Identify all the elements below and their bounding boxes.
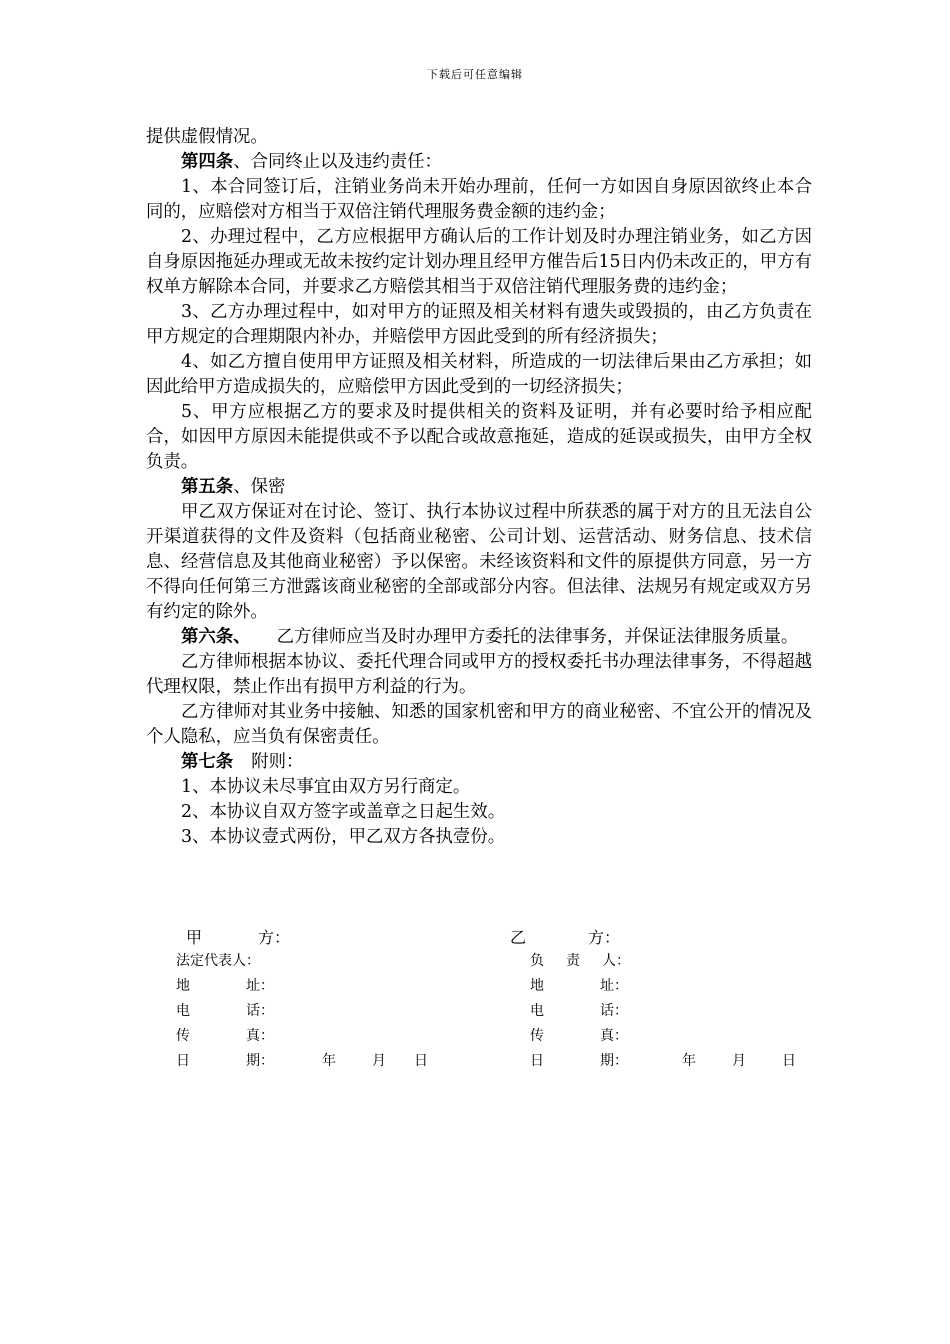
- party-a-phone-label-2: 话：: [246, 1003, 274, 1019]
- party-b-phone-label-2: 话：: [600, 1003, 628, 1019]
- party-a-fax-label-1: 传: [176, 1028, 190, 1044]
- party-b-responsible-label-3: 人：: [602, 953, 630, 969]
- party-a-fax-label-2: 真：: [246, 1028, 274, 1044]
- article-5-heading: [146, 475, 812, 500]
- party-b-date-label-2: 期：: [600, 1053, 628, 1069]
- clause-6-2: 乙方律师对其业务中接触、知悉的国家机密和甲方的商业秘密、不宜公开的情况及个人隐私，应当负有保密责任。: [146, 702, 812, 747]
- article-4-heading: [146, 150, 812, 175]
- clause-7-2: 2、本协议自双方签字或盖章之日起生效。: [181, 802, 506, 822]
- party-a-date-label-1: 日: [176, 1053, 190, 1069]
- article-5-title: 第五条: [181, 477, 234, 497]
- clause-4-4: 4、如乙方擅自使用甲方证照及相关材料，所造成的一切法律后果由乙方承担；如因此给甲方造成损失的，应赔偿甲方因此受到的一切经济损失；: [146, 352, 812, 397]
- party-b-responsible-label-2: 责: [566, 953, 580, 969]
- article-4-subtitle: 、合同终止以及违约责任：: [233, 152, 442, 172]
- party-b-label-2: 方：: [588, 928, 621, 947]
- party-b-address-label-1: 地: [530, 978, 544, 994]
- clause-4-1: 1、本合同签订后，注销业务尚未开始办理前，任何一方如因自身原因欲终止本合同的，应赔偿对方相当于双倍注销代理服务费金额的违约金；: [146, 177, 812, 222]
- party-a-label-2: 方：: [258, 928, 291, 947]
- party-b-date-month: 月: [732, 1053, 746, 1069]
- party-b-phone-label-1: 电: [530, 1003, 544, 1019]
- party-a-label-1: 甲: [186, 928, 203, 947]
- article-7-subtitle: 附则：: [251, 752, 304, 772]
- article-4-title: 第四条: [181, 152, 234, 172]
- clause-6-1: 乙方律师根据本协议、委托代理合同或甲方的授权委托书办理法律事务，不得超越代理权限，禁止作出有损甲方利益的行为。: [146, 652, 812, 697]
- clause-4-3: 3、乙方办理过程中，如对甲方的证照及相关材料有遗失或毁损的，由乙方负责在甲方规定的合理期限内补办，并赔偿甲方因此受到的所有经济损失；: [146, 302, 812, 347]
- party-b-responsible-label-1: 负: [530, 953, 544, 969]
- party-b-date-year: 年: [682, 1053, 696, 1069]
- clause-5-1: 甲乙双方保证对在讨论、签订、执行本协议过程中所获悉的属于对方的且无法自公开渠道获得的文件及资料（包括商业秘密、公司计划、运营活动、财务信息、技术信息、经营信息及其他商业秘密）予以保密。未经该资料和文件的原提供方同意，另一方不得向任何第三方泄露该商业秘密的全部或部分内容。但法律、法规另有规定或双方另有约定的除外。: [146, 502, 812, 622]
- page-header-note: 下载后可任意编辑: [427, 68, 523, 81]
- party-b-fax-label-1: 传: [530, 1028, 544, 1044]
- clause-4-2: 2、办理过程中，乙方应根据甲方确认后的工作计划及时办理注销业务，如乙方因自身原因拖延办理或无故未按约定计划办理且经甲方催告后15日内仍未改正的，甲方有权单方解除本合同，并要求乙方赔偿其相当于双倍注销代理服务费的违约金；: [146, 227, 812, 297]
- document-body: [146, 125, 812, 850]
- party-b-date-label-1: 日: [530, 1053, 544, 1069]
- clause-4-5: 5、甲方应根据乙方的要求及时提供相关的资料及证明，并有必要时给予相应配合，如因甲方原因未能提供或不予以配合或故意拖延，造成的延误或损失，由甲方全权负责。: [146, 402, 812, 472]
- paragraph: 提供虚假情况。: [146, 127, 268, 147]
- party-b-address-label-2: 址：: [600, 978, 628, 994]
- party-a-date-month: 月: [372, 1053, 386, 1069]
- article-6-heading: [146, 625, 812, 650]
- party-a-phone-label-1: 电: [176, 1003, 190, 1019]
- article-7-heading: [146, 750, 812, 775]
- party-b-label-1: 乙: [510, 928, 527, 947]
- clause-7-1: 1、本协议未尽事宜由双方另行商定。: [181, 777, 471, 797]
- party-a-representative-label: 法定代表人：: [176, 953, 260, 969]
- party-b-fax-label-2: 真：: [600, 1028, 628, 1044]
- article-5-subtitle: 、保密: [233, 477, 286, 497]
- article-6-text: 乙方律师应当及时办理甲方委托的法律事务，并保证法律服务质量。: [276, 627, 799, 647]
- party-b-date-day: 日: [782, 1053, 796, 1069]
- article-6-title: 第六条、: [181, 627, 251, 647]
- party-a-date-day: 日: [414, 1053, 428, 1069]
- article-7-title: 第七条: [181, 752, 234, 772]
- party-a-address-label-2: 址：: [246, 978, 274, 994]
- clause-7-3: 3、本协议壹式两份，甲乙双方各执壹份。: [181, 827, 506, 847]
- party-a-address-label-1: 地: [176, 978, 190, 994]
- party-a-date-year: 年: [322, 1053, 336, 1069]
- party-a-date-label-2: 期：: [246, 1053, 274, 1069]
